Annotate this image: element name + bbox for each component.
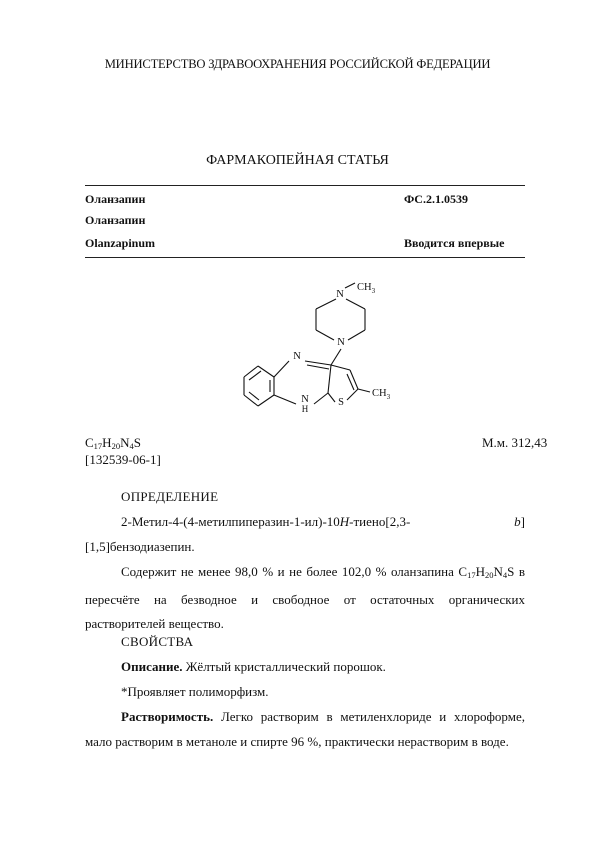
name-russian: Оланзапин [85,192,146,206]
polymorphism-note: *Проявляет полиморфизм. [121,684,269,699]
structure-bonds [244,283,370,406]
cas-number: [132539-06-1] [85,452,161,467]
chemical-name: 2-Метил-4-(4-метилпиперазин-1-ил)-10H-тиено[2,3- b][1,5]бензодиазепин. [85,514,525,554]
description-label: Описание. [121,659,183,674]
monograph-code: ФС.2.1.0539 [404,192,468,206]
atom-n-methyl: N [336,289,344,300]
atom-ch3-top [357,282,376,295]
atom-nh-n: N [301,394,309,405]
atom-nh-h: H [301,404,309,414]
molecular-formula: $C_{17}H_{20}N_4S$ [85,435,141,451]
name-russian-alt: Оланзапин [85,213,146,227]
solubility-label: Растворимость. [121,709,214,724]
atom-n-imine: N [293,351,301,362]
atom-ch3-top-label: CH [357,282,372,293]
atom-n-piperazine: N [337,337,345,348]
properties-heading: СВОЙСТВА [121,634,194,649]
atom-ch3-right [372,388,391,401]
molar-mass: М.м. 312,43 [482,435,548,450]
monograph-status: Вводится впервые [404,236,505,250]
solubility-paragraph: Растворимость. Легко растворим в метиленхлориде и хлороформе, мало растворим в метаноле и спирте 96 %, практически нерастворим в воде. [85,709,525,749]
content-formula: $C_{17}H_{20}N_4S$ [458,564,515,580]
atom-ch3-top-sub: 3 [371,287,376,295]
atom-ch3-right-sub: 3 [386,393,391,401]
atom-ch3-right-label: CH [372,388,387,399]
description-paragraph: Описание. Жёлтый кристаллический порошок. [121,659,386,674]
ministry-heading: МИНИСТЕРСТВО ЗДРАВООХРАНЕНИЯ РОССИЙСКОЙ ФЕДЕРАЦИИ [104,57,491,71]
document-type-title: ФАРМАКОПЕЙНАЯ СТАТЬЯ [206,153,389,168]
name-latin: Olanzapinum [85,236,156,250]
atom-sulfur: S [338,397,344,408]
content-statement: Содержит не менее 98,0 % и не более 102,0 % оланзапина $C_{17}H_{20}N_4S$ в пересчёте на безводное и свободное от остаточных органических растворителей вещество. [85,564,525,631]
definition-heading: ОПРЕДЕЛЕНИЕ [121,489,219,504]
